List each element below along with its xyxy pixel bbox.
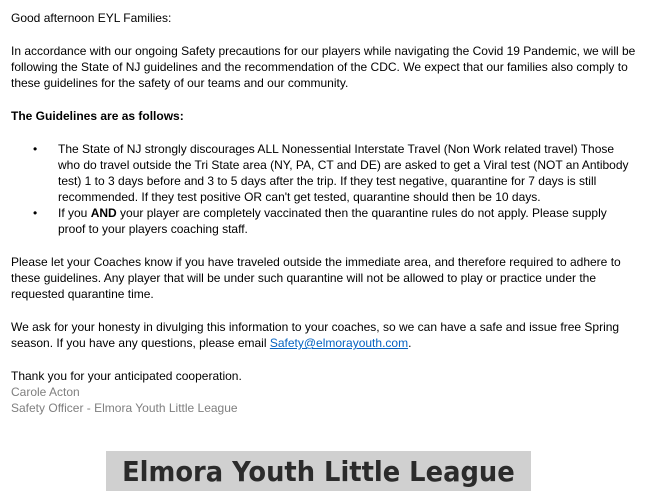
bullet-text-bold: AND [90,206,117,220]
honesty-paragraph [11,319,636,351]
intro-paragraph: In accordance with our ongoing Safety precautions for our players while navigating the Covid 19 Pandemic, we will be following the State of NJ guidelines and the recommendation of the CDC. We expect that our families also comply to these guidelines for the safety of our teams and our community. [11,44,636,90]
email-link[interactable]: Safety@elmorayouth.com [269,336,409,350]
guidelines-heading: The Guidelines are as follows: [11,109,184,123]
bullet-icon: • [33,206,38,220]
honesty-text-end: . [408,336,412,350]
banner-text: Elmora Youth Little League [122,454,515,488]
bullet-text-before: If you [58,206,91,220]
signature-name: Carole Acton [11,385,80,399]
league-banner [106,451,531,491]
list-item [11,141,636,205]
bullet-icon: • [33,142,38,156]
signature-title: Safety Officer - Elmora Youth Little League [11,401,238,415]
bullet-text-after: your player are completely vaccinated then the quarantine rules do not apply. Please supply proof to your players coaching staff. [58,206,607,236]
letter-body [11,10,636,416]
thanks-line: Thank you for your anticipated cooperation. [11,369,242,383]
bullet-text: The State of NJ strongly discourages ALL Nonessential Interstate Travel (Non Work related travel) Those who do travel outside the Tri State area (NY, PA, CT and DE) are asked to get a Viral test (NOT an Antibody test) 1 to 3 days before and 3 to 5 days after the trip. If they test negative, quarantine for 7 days is still recommended. If they test positive OR can't get tested, quarantine should then be 10 days. [58,142,629,204]
list-item [11,205,636,237]
greeting: Good afternoon EYL Families: [11,11,172,25]
coaches-paragraph: Please let your Coaches know if you have traveled outside the immediate area, and therefore required to adhere to these guidelines. Any player that will be under such quarantine will not be allowed to play or practice under the requested quarantine time. [11,255,621,301]
honesty-text: We ask for your honesty in divulging this information to your coaches, so we can have a safe and issue free Spring season. If you have any questions, please email [11,320,620,350]
guidelines-list [11,141,636,237]
